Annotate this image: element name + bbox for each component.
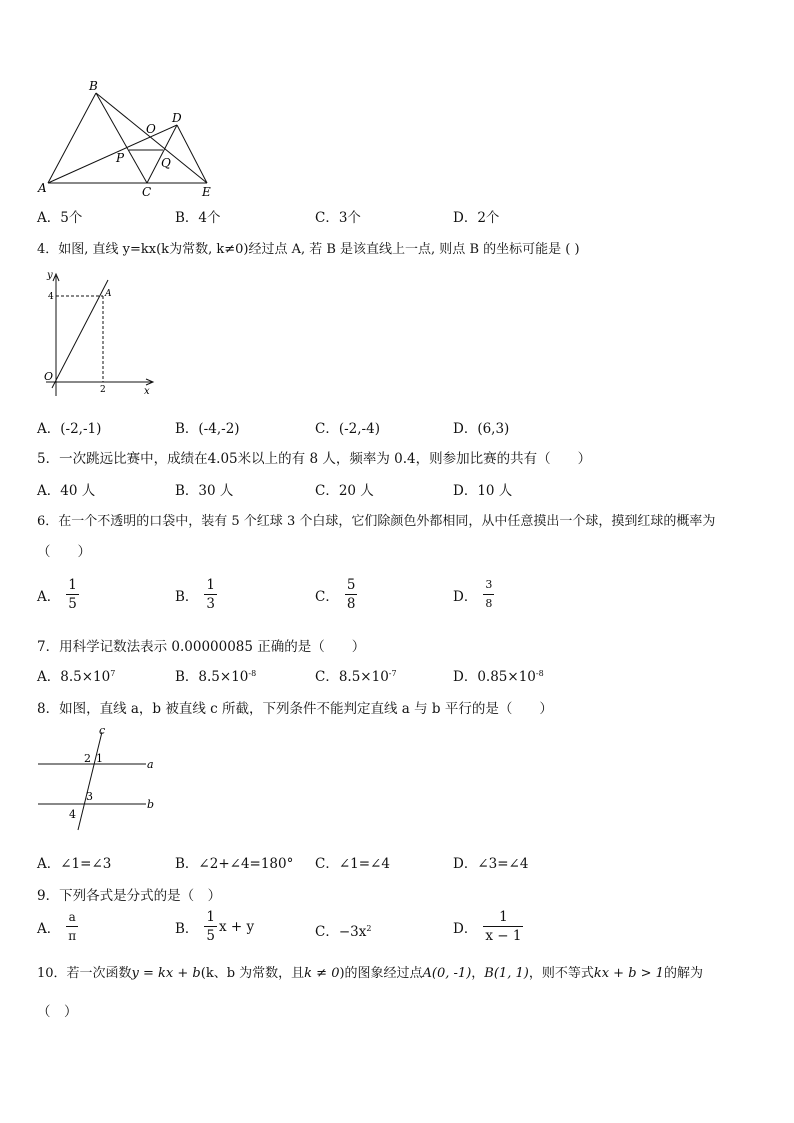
- line-b-label: b: [147, 798, 155, 811]
- q4-option-a[interactable]: A．(-2,-1): [37, 421, 102, 437]
- q5-stem: 5．一次跳远比赛中，成绩在4.05米以上的有 8 人，频率为 0.4，则参加比赛的共有（ ）: [37, 451, 592, 467]
- q6-option-d[interactable]: [453, 576, 494, 613]
- label-a: A: [38, 181, 47, 195]
- option-label: B．: [175, 588, 199, 605]
- line-c-label: c: [99, 726, 106, 737]
- exponent: -7: [388, 669, 397, 678]
- denominator: 5: [68, 596, 77, 612]
- exponent: -8: [535, 669, 544, 678]
- q6-option-a[interactable]: [37, 576, 79, 613]
- expression-tail: x + y: [219, 918, 255, 935]
- q3-option-b[interactable]: B．4个: [175, 210, 221, 226]
- q4-stem: 4．如图, 直线 y=kx(k为常数, k≠0)经过点 A, 若 B 是该直线上一点, 则点 B 的坐标可能是 ( ): [37, 242, 580, 257]
- tick-2: 2: [100, 385, 106, 395]
- q3-option-d[interactable]: D．2个: [453, 210, 500, 226]
- q10-answer-blank: （ ）: [37, 1004, 78, 1020]
- q10-stem: [37, 962, 703, 981]
- option-text: D．0.85×10: [453, 669, 536, 685]
- q4-option-c[interactable]: C．(-2,-4): [315, 421, 380, 437]
- q9-stem: 9．下列各式是分式的是（ ）: [37, 888, 222, 904]
- option-label: C．: [315, 924, 339, 940]
- point-a-expression: A(0, -1): [422, 966, 472, 981]
- fraction: [204, 908, 217, 945]
- q9-option-d[interactable]: [453, 908, 523, 945]
- fraction: [483, 576, 494, 613]
- angle-1-label: 1: [96, 752, 103, 765]
- denominator: π: [68, 929, 77, 943]
- denominator: 5: [206, 928, 216, 944]
- q3-option-c[interactable]: C．3个: [315, 210, 361, 226]
- exponent: -8: [248, 669, 257, 678]
- q10-text: ，则不等式: [528, 966, 594, 981]
- denominator: 3: [206, 596, 216, 612]
- axis-y-label: y: [47, 270, 53, 281]
- denominator: x − 1: [485, 928, 522, 944]
- option-text: A．8.5×10: [37, 669, 111, 685]
- numerator: 5: [346, 577, 356, 593]
- option-label: C．: [315, 588, 339, 605]
- tick-4: 4: [48, 292, 54, 302]
- angle-4-label: 4: [69, 808, 76, 821]
- numerator: a: [66, 908, 78, 927]
- q9-option-b[interactable]: [175, 908, 254, 945]
- point-b-expression: B(1, 1): [484, 966, 529, 981]
- label-o: O: [146, 122, 156, 136]
- numerator: 1: [483, 908, 523, 927]
- q10-prefix: 10．若一次函数: [37, 966, 132, 981]
- angle-2-label: 2: [84, 752, 91, 765]
- fraction: [345, 576, 358, 613]
- fraction: [483, 908, 523, 945]
- angle-3-label: 3: [86, 790, 93, 803]
- denominator: 8: [485, 597, 493, 610]
- exponent: 7: [110, 669, 116, 678]
- function-expression: y = kx + b: [131, 966, 201, 981]
- option-label: A．: [37, 920, 61, 937]
- q7-option-c[interactable]: [315, 665, 397, 685]
- q3-option-a[interactable]: A．5个: [37, 210, 83, 226]
- coordinate-figure: [34, 266, 160, 402]
- triangle-figure: [36, 78, 226, 200]
- q5-option-c[interactable]: C．20 人: [315, 483, 374, 499]
- q10-text: )的图象经过点: [339, 966, 423, 981]
- q5-option-d[interactable]: D．10 人: [453, 483, 513, 499]
- q6-option-c[interactable]: [315, 576, 357, 613]
- origin-label: O: [44, 370, 54, 383]
- q8-option-c[interactable]: C．∠1=∠4: [315, 856, 390, 872]
- option-text: B．8.5×10: [175, 669, 249, 685]
- q8-option-d[interactable]: D．∠3=∠4: [453, 856, 529, 872]
- q5-option-a[interactable]: A．40 人: [37, 483, 96, 499]
- label-d: D: [172, 111, 182, 125]
- option-text: C．8.5×10: [315, 669, 389, 685]
- numerator: 1: [206, 577, 216, 593]
- q10-suffix: 的解为: [663, 966, 703, 981]
- q4-option-d[interactable]: D．(6,3): [453, 421, 510, 437]
- exponent: 2: [366, 924, 372, 933]
- option-label: B．: [175, 920, 199, 937]
- inequality-expression: kx + b > 1: [593, 966, 664, 981]
- q7-stem: 7．用科学记数法表示 0.00000085 正确的是（ ）: [37, 639, 366, 655]
- label-e: E: [202, 185, 211, 199]
- q4-option-b[interactable]: B．(-4,-2): [175, 421, 240, 437]
- q9-option-c[interactable]: [315, 920, 371, 940]
- q9-option-a[interactable]: [37, 908, 78, 945]
- label-p: P: [116, 151, 125, 165]
- numerator: 3: [483, 576, 494, 595]
- q8-option-a[interactable]: A．∠1=∠3: [37, 856, 112, 872]
- q6-option-b[interactable]: [175, 576, 217, 613]
- q7-option-b[interactable]: [175, 665, 256, 685]
- numerator: 1: [68, 577, 77, 593]
- q7-option-d[interactable]: [453, 665, 544, 685]
- parallel-lines-figure: [36, 726, 158, 838]
- condition-expression: k ≠ 0: [304, 966, 340, 981]
- option-label: D．: [453, 920, 478, 937]
- q6-stem-line2: （ ）: [37, 544, 91, 560]
- q10-separator: ，: [471, 966, 485, 981]
- point-a-label: A: [105, 289, 112, 299]
- q8-option-b[interactable]: B．∠2+∠4=180°: [175, 856, 294, 872]
- fraction: [204, 576, 217, 613]
- q8-stem: 8．如图，直线 a，b 被直线 c 所截，下列条件不能判定直线 a 与 b 平行的是（ ）: [37, 701, 553, 717]
- option-label: A．: [37, 588, 61, 605]
- label-b: B: [89, 79, 98, 93]
- fraction: [66, 576, 79, 613]
- option-label: D．: [453, 588, 478, 605]
- denominator: 8: [346, 596, 356, 612]
- q10-text: (k、b 为常数，且: [200, 966, 305, 981]
- label-c: C: [142, 185, 152, 199]
- fraction: [66, 908, 78, 945]
- line-a-label: a: [147, 758, 154, 771]
- q6-stem-line1: 6．在一个不透明的口袋中，装有 5 个红球 3 个白球，它们除颜色外都相同，从中任意摸出一个球，摸到红球的概率为: [37, 514, 716, 529]
- axis-x-label: x: [144, 386, 150, 397]
- label-q: Q: [161, 156, 171, 170]
- numerator: 1: [206, 909, 216, 925]
- q7-option-a[interactable]: [37, 665, 115, 685]
- q5-option-b[interactable]: B．30 人: [175, 483, 234, 499]
- expression: −3x: [338, 924, 367, 940]
